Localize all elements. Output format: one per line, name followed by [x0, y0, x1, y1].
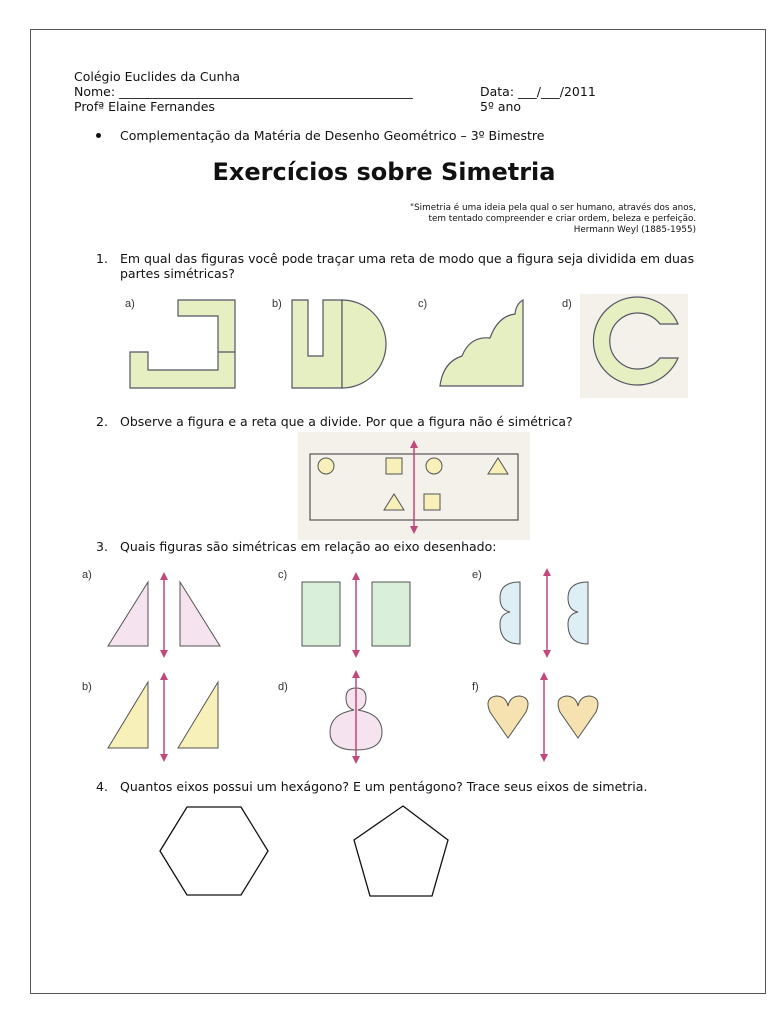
figure-label-c: c)	[418, 298, 428, 310]
figure-label-d: d)	[278, 681, 288, 693]
question-text: Observe a figura e a reta que a divide. Por que a figura não é simétrica?	[120, 414, 573, 429]
grade: 5º ano	[480, 99, 522, 114]
q1-figures	[110, 292, 690, 400]
triangle-right	[178, 682, 218, 748]
figure-c-shape	[440, 300, 523, 386]
figure-label-b: b)	[82, 681, 92, 693]
teacher-name: Profª Elaine Fernandes	[74, 99, 215, 114]
rectangle-right	[372, 582, 410, 646]
triangle-left	[108, 582, 148, 646]
question-text: Quais figuras são simétricas em relação ao eixo desenhado:	[120, 539, 497, 554]
epigraph-quote	[410, 203, 696, 236]
school-name: Colégio Euclides da Cunha	[74, 69, 241, 84]
quote-author: Hermann Weyl (1885-1955)	[573, 225, 696, 235]
hexagon-shape	[160, 807, 268, 895]
bullet-dot-icon	[96, 133, 101, 138]
figure-label-d: d)	[562, 298, 572, 310]
axis-c	[352, 572, 360, 658]
figure-b-halfdisk	[342, 300, 386, 388]
question-text: Quantos eixos possui um hexágono? E um pentágono? Trace seus eixos de simetria.	[120, 779, 648, 794]
name-field-line: Nome: _______________________________________________	[74, 84, 413, 99]
triangle-left	[108, 682, 148, 748]
q3-figures	[80, 562, 640, 772]
circle-shape	[426, 458, 442, 474]
half-shape-left	[500, 582, 520, 644]
circle-shape	[318, 458, 334, 474]
figure-b-shape	[292, 300, 342, 388]
heart-left	[488, 696, 528, 738]
question-number: 3.	[96, 539, 108, 554]
q2-figure	[298, 432, 530, 540]
question-number: 1.	[96, 251, 108, 266]
square-shape	[386, 458, 402, 474]
figure-label-e: e)	[472, 569, 482, 581]
quote-line-1: "Simetria é uma ideia pela qual o ser humano, através dos anos,	[410, 203, 696, 213]
bullet-text: Complementação da Matéria de Desenho Geométrico – 3º Bimestre	[120, 128, 545, 143]
quote-line-2: tem tentado compreender e criar ordem, beleza e perfeição.	[428, 214, 696, 224]
question-number: 4.	[96, 779, 108, 794]
pentagon-shape	[354, 806, 448, 896]
square-shape	[424, 494, 440, 510]
axis-a	[160, 572, 168, 658]
figure-label-a: a)	[125, 298, 135, 310]
heart-right	[558, 696, 598, 738]
figure-label-c: c)	[278, 569, 288, 581]
triangle-right	[180, 582, 220, 646]
figure-label-b: b)	[272, 298, 282, 310]
question-text: Em qual das figuras você pode traçar uma reta de modo que a figura seja dividida em duas partes simétricas?	[120, 251, 695, 281]
axis-f	[540, 672, 548, 762]
rectangle-left	[302, 582, 340, 646]
question-number: 2.	[96, 414, 108, 429]
date-field: Data: ___/___/2011	[480, 84, 596, 99]
page-title: Exercícios sobre Simetria	[212, 158, 556, 186]
q4-polygons	[150, 800, 490, 900]
figure-a-shape	[130, 300, 235, 388]
half-shape-right	[568, 582, 588, 644]
figure-label-f: f)	[472, 681, 479, 693]
axis-e	[543, 568, 551, 658]
figure-label-a: a)	[82, 569, 92, 581]
axis-b	[160, 672, 168, 762]
